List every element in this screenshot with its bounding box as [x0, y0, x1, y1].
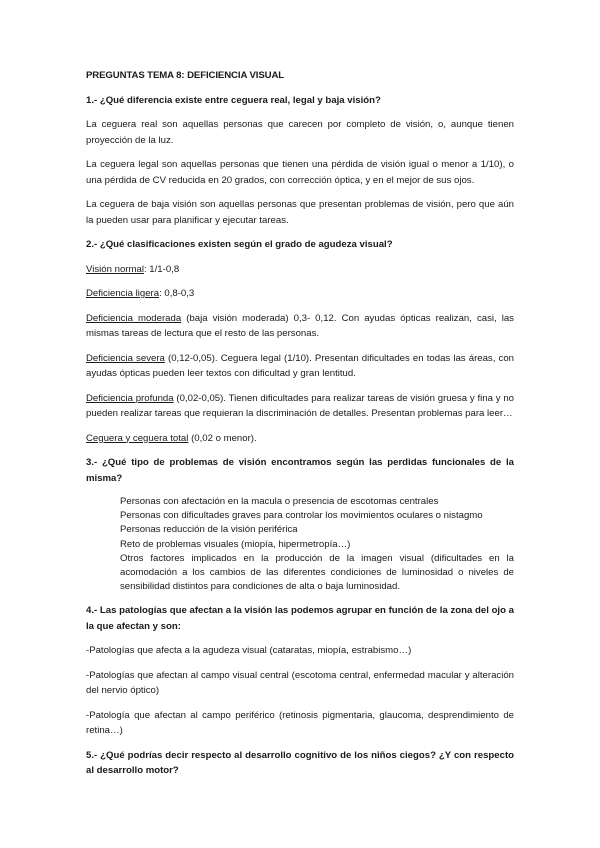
list-item: Otros factores implicados en la producción de la imagen visual (dificultades en la acomodación a los cambios de las diferentes condiciones de luminosidad o niveles de sensibilidad distintos para condiciones de alta o baja luminosidad.: [120, 552, 514, 593]
q1-paragraph-3: La ceguera de baja visión son aquellas personas que presentan problemas de visión, pero que aún la pueden usar para planificar y ejecutar tareas.: [86, 199, 514, 226]
q2-item-text: (0,02-0,05). Tienen dificultades para realizar tareas de visión gruesa y fina y no pueden realizar tareas que requieran la discriminación de detalles. Presentan problemas para leer…: [86, 392, 514, 419]
list-item: Personas reducción de la visión periférica: [120, 524, 298, 536]
q2-item: [86, 262, 514, 278]
q2-item-text: (0,12-0,05). Ceguera legal (1/10). Presentan dificultades en todas las áreas, con ayudas ópticas pueden leer textos con dificultad y gran lentitud.: [86, 352, 514, 379]
list-item: Personas con afectación en la macula o presencia de escotomas centrales: [120, 496, 439, 507]
question-4: 4.- Las patologías que afectan a la visión las podemos agrupar en función de la zona del ojo a la que afectan y son:: [86, 605, 514, 632]
q2-item-text: : 0,8-0,3: [159, 288, 195, 299]
q2-item-text: (baja visión moderada) 0,3- 0,12. Con ayudas ópticas realizan, casi, las mismas tareas de lectura que el resto de las personas.: [86, 312, 514, 339]
document-title: PREGUNTAS TEMA 8: DEFICIENCIA VISUAL: [86, 70, 285, 81]
q4-paragraph-3: -Patología que afectan al campo periférico (retinosis pigmentaria, glaucoma, desprendimiento de retina…): [86, 709, 514, 737]
q4-paragraph-2: -Patologías que afectan al campo visual central (escotoma central, enfermedad macular y alteración del nervio óptico): [86, 669, 514, 697]
q2-item-term: Deficiencia profunda: [86, 392, 174, 404]
question-3: 3.- ¿Qué tipo de problemas de visión encontramos según las perdidas funcionales de la misma?: [86, 457, 514, 484]
q2-item-term: Deficiencia severa: [86, 352, 165, 364]
question-5: 5.- ¿Qué podrías decir respecto al desarrollo cognitivo de los niños ciegos? ¿Y con respecto al desarrollo motor?: [86, 749, 514, 777]
list-item: Reto de problemas visuales (miopía, hipermetropía…): [120, 538, 351, 550]
q3-list: [120, 495, 514, 594]
q2-item-text: (0,02 o menor).: [188, 432, 257, 444]
q2-item: [86, 351, 514, 382]
q2-item-term: Visión normal: [86, 263, 144, 275]
q2-item-text: : 1/1-0,8: [143, 263, 180, 275]
q2-item: [86, 431, 514, 447]
q2-item: [86, 391, 514, 422]
question-1: 1.- ¿Qué diferencia existe entre ceguera real, legal y baja visión?: [86, 94, 381, 106]
question-2: 2.- ¿Qué clasificaciones existen según el grado de agudeza visual?: [86, 239, 393, 250]
q2-item-term: Deficiencia moderada: [86, 312, 182, 324]
q4-paragraph-1: -Patologías que afecta a la agudeza visual (cataratas, miopía, estrabismo…): [86, 645, 412, 657]
q2-item-term: Deficiencia ligera: [86, 288, 160, 299]
q2-item: [86, 286, 514, 302]
q2-item-term: Ceguera y ceguera total: [86, 432, 189, 444]
q1-paragraph-1: La ceguera real son aquellas personas que carecen por completo de visión, o, aunque tienen proyección de la luz.: [86, 119, 514, 146]
list-item: Personas con dificultades graves para controlar los movimientos oculares o nistagmo: [120, 510, 483, 522]
q2-item: [86, 311, 514, 342]
q1-paragraph-2: La ceguera legal son aquellas personas que tienen una pérdida de visión igual o menor a 1/10), o una pérdida de CV reducida en 20 grados, con corrección óptica, y en el mejor de sus ojos.: [86, 159, 514, 186]
